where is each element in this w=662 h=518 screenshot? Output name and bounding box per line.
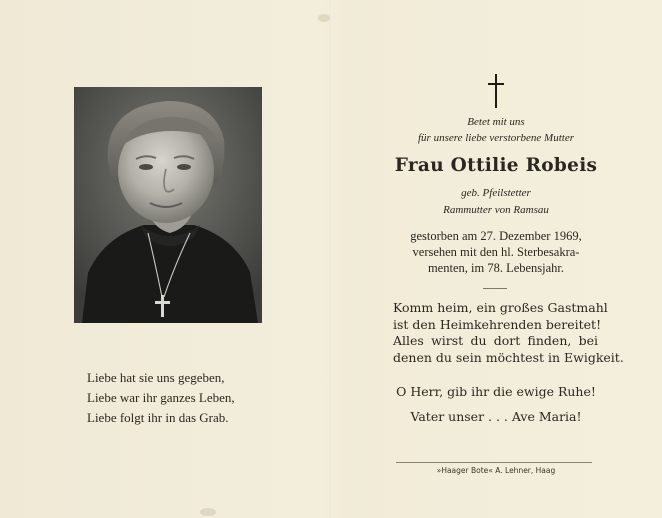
portrait-illustration: [74, 87, 262, 323]
card-fold: [330, 0, 332, 518]
right-poem-line: Komm heim, ein großes Gastmahl: [393, 300, 608, 315]
right-poem-line: denen du sein möchtest in Ewigkeit.: [393, 349, 624, 365]
paper-speck: [318, 14, 330, 22]
right-poem-line: ist den Heimkehrenden bereitet!: [393, 316, 602, 332]
pendant-cross-icon: [161, 295, 164, 317]
left-poem-line: Liebe war ihr ganzes Leben,: [87, 390, 235, 405]
prayer-line-1: O Herr, gib ihr die ewige Ruhe!: [396, 384, 596, 399]
death-line: gestorben am 27. Dezember 1969,: [410, 229, 582, 243]
printer-credit: »Haager Bote« A. Lehner, Haag: [436, 466, 556, 475]
short-divider: [483, 288, 507, 289]
prayer-line-2: Vater unser . . . Ave Maria!: [410, 409, 582, 424]
maiden-name: geb. Pfeilstetter: [461, 187, 531, 199]
deceased-name: Frau Ottilie Robeis: [394, 155, 598, 176]
paper-speck: [200, 508, 216, 516]
intro-line-1: Betet mit uns: [467, 116, 525, 128]
printer-divider: [396, 462, 592, 463]
left-poem: [87, 368, 307, 428]
latin-cross-icon: [486, 74, 506, 108]
death-line: versehen mit den hl. Sterbesakra-: [412, 245, 580, 259]
right-poem: [393, 300, 624, 366]
portrait-photo: [74, 87, 262, 323]
right-poem-line: Alles wirst du dort finden, bei: [393, 333, 598, 348]
death-details: [380, 228, 612, 276]
left-poem-line: Liebe folgt ihr in das Grab.: [87, 410, 229, 425]
left-poem-line: Liebe hat sie uns gegeben,: [87, 370, 225, 385]
intro-line-2: für unsere liebe verstorbene Mutter: [418, 132, 574, 144]
role-line: Rammutter von Ramsau: [443, 204, 549, 216]
death-line: menten, im 78. Lebensjahr.: [427, 261, 565, 275]
